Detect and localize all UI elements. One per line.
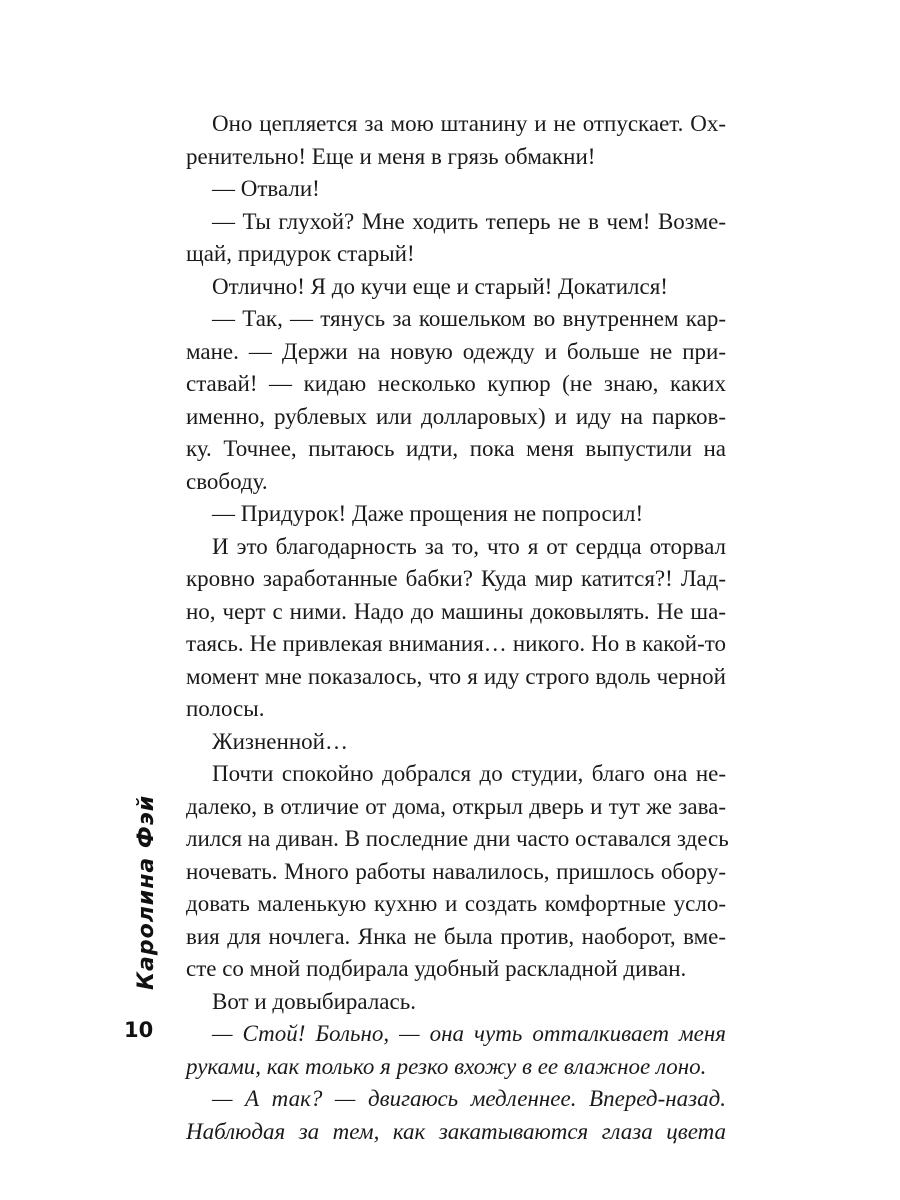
text-line: момент мне показалось, что я иду строго вдоль черной [186,663,726,689]
text-line: ренительно! Еще и меня в грязь обмакни! [186,143,596,169]
text-line: Наблюдая за тем, как закатываются глаза цвета [186,1118,726,1144]
running-author: Каролина Фэй [134,794,159,990]
body-text [186,108,729,1148]
text-line: щай, придурок старый! [186,241,415,266]
text-line: ставай! — кидаю несколько купюр (не знаю, каких [186,371,726,396]
text-line: — Отвали! [212,176,320,201]
text-line: ночевать. Много работы навалилось, пришлось обору- [186,858,726,884]
text-line: — А так? — двигаюсь медленнее. Вперед-назад. [212,1086,726,1111]
text-line: Вот и довыбиралась. [212,988,416,1014]
text-line: свободу. [186,468,268,494]
text-line: полосы. [186,696,265,721]
text-line: довать маленькую кухню и создать комфортные усло- [186,891,726,916]
text-line: далеко, в отличие от дома, открыл дверь и тут же зава- [186,793,726,819]
text-line: кровно заработанные бабки? Куда мир катится?! Лад- [186,566,726,591]
text-line: — Придурок! Даже прощения не попросил! [212,501,644,526]
text-line: — Стой! Больно, — она чуть отталкивает меня [212,1021,726,1046]
text-line: И это благодарность за то, что я от сердца оторвал [212,533,726,559]
text-line: таясь. Не привлекая внимания… никого. Но в какой-то [186,631,726,656]
text-line: Почти спокойно добрался до студии, благо она не- [212,761,726,786]
text-line: Жизненной… [212,728,348,754]
text-line: вия для ночлега. Янка не была против, наоборот, вме- [186,923,726,949]
page-number: 10 [124,1018,154,1042]
text-line: — Так, — тянусь за кошельком во внутреннем кар- [212,306,726,331]
text-line: именно, рублевых или долларовых) и иду на парков- [186,403,726,429]
text-line: но, черт с ними. Надо до машины доковылять. Не ша- [186,598,726,624]
text-line: сте со мной подбирала удобный раскладной диван. [186,956,687,981]
text-line: — Ты глухой? Мне ходить теперь не в чем! Возме- [212,208,726,234]
text-line: руками, как только я резко вхожу в ее влажное лоно. [186,1053,707,1079]
text-line: лился на диван. В последние дни часто оставался здесь [186,826,729,851]
text-line: Отлично! Я до кучи еще и старый! Докатился! [212,273,668,299]
text-line: Оно цепляется за мою штанину и не отпускает. Ох- [212,111,726,136]
text-line: ку. Точнее, пытаюсь идти, пока меня выпустили на [186,436,726,461]
text-line: мане. — Держи на новую одежду и больше не при- [186,338,726,364]
